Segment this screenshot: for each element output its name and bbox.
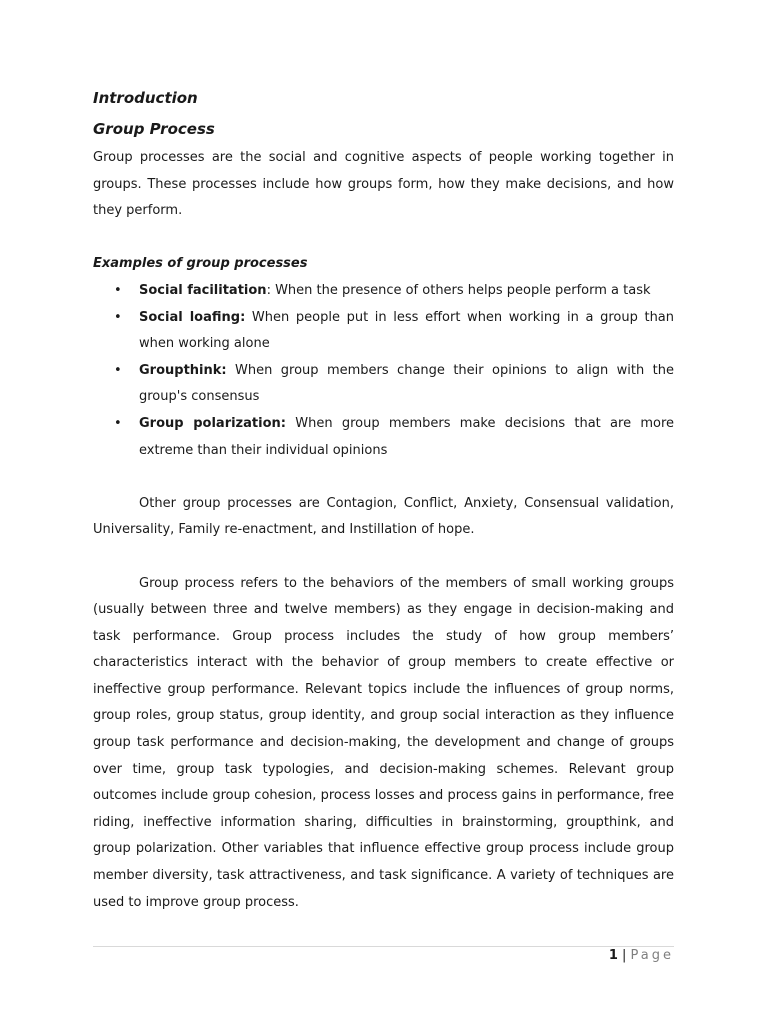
spacer	[93, 464, 674, 491]
page-label: Page	[630, 948, 674, 963]
spacer	[93, 544, 674, 571]
list-item-social-loafing	[93, 305, 674, 358]
definition: : When the presence of others helps people perform a task	[266, 282, 651, 298]
examples-list	[93, 278, 674, 464]
spacer	[93, 225, 674, 252]
page-number: 1	[608, 948, 618, 963]
bullet-icon: •	[114, 282, 122, 298]
definition: When group members change their opinions to align with the group's consensus	[139, 362, 674, 405]
term: Social loafing:	[139, 309, 246, 325]
other-processes-paragraph: Other group processes are Contagion, Conflict, Anxiety, Consensual validation, Universality, Family re-enactment, and Instillation of hope.	[93, 495, 674, 538]
heading-group-process: Group Process	[93, 120, 215, 138]
definition: When group members make decisions that are more extreme than their individual opinions	[139, 415, 674, 458]
document-body	[93, 86, 674, 916]
list-item-social-facilitation	[93, 278, 674, 305]
list-item-groupthink	[93, 358, 674, 411]
footer-separator: |	[617, 948, 631, 963]
bullet-icon: •	[114, 362, 122, 378]
term: Groupthink:	[139, 362, 227, 378]
page-footer	[93, 946, 674, 966]
examples-heading: Examples of group processes	[93, 256, 308, 272]
heading-introduction: Introduction	[93, 89, 198, 107]
intro-paragraph: Group processes are the social and cognitive aspects of people working together in groups. These processes include how groups form, how they make decisions, and how they perform.	[93, 150, 674, 219]
group-process-paragraph: Group process refers to the behaviors of the members of small working groups (usually between three and twelve members) as they engage in decision-making and task performance. Group process includes the study of how group members’ characteristics interact with the behavior of group members to create effective or ineffective group performance. Relevant topics include the influences of group norms, group roles, group status, group identity, and group social interaction as they influence group task performance and decision-making, the development and change of groups over time, group task typologies, and decision-making schemes. Relevant group outcomes include group cohesion, process losses and process gains in performance, free riding, ineffective information sharing, difficulties in brainstorming, groupthink, and group polarization. Other variables that influence effective group process include group member diversity, task attractiveness, and task significance. A variety of techniques are used to improve group process.	[93, 575, 674, 910]
bullet-icon: •	[114, 415, 122, 431]
list-item-group-polarization	[93, 411, 674, 464]
term: Social facilitation	[139, 282, 267, 298]
definition: When people put in less effort when working in a group than when working alone	[139, 309, 675, 352]
term: Group polarization:	[139, 415, 286, 431]
bullet-icon: •	[114, 309, 122, 325]
